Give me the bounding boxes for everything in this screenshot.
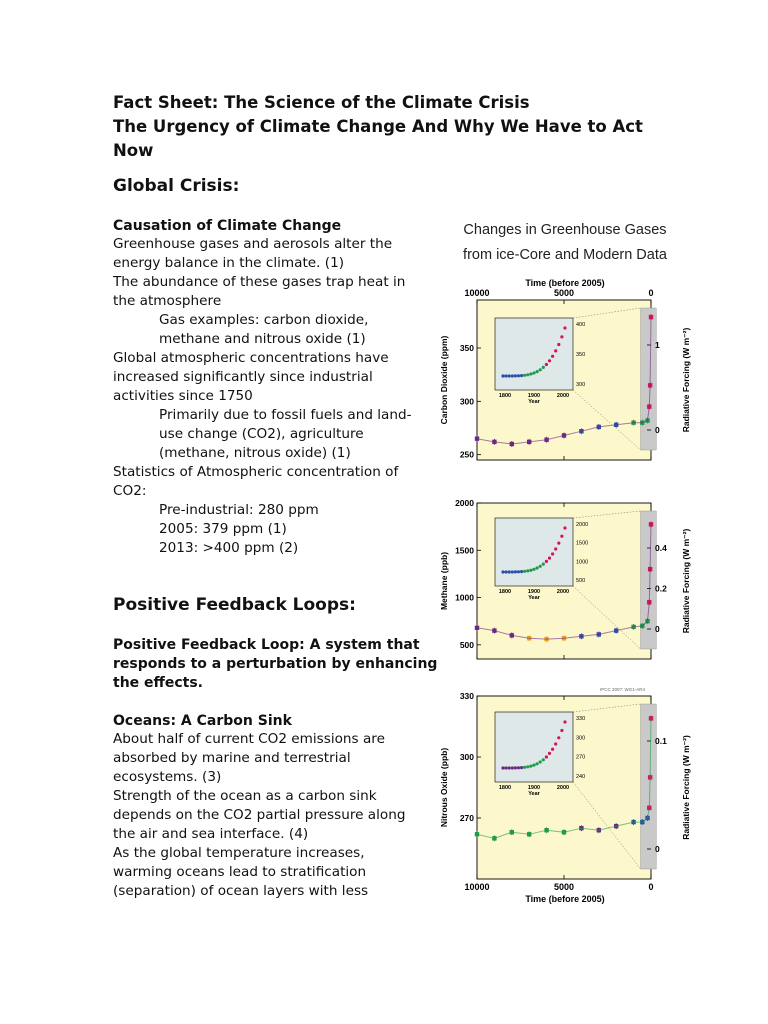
inset-data-point [551, 552, 554, 555]
body-line: The abundance of these gases trap heat in [113, 274, 406, 290]
inset-data-point [501, 374, 504, 377]
body-line: (separation) of ocean layers with less [113, 883, 369, 899]
body-line: absorbed by marine and terrestrial [113, 750, 351, 766]
body-line: ecosystems. (3) [113, 769, 222, 785]
inset-y-tick-label: 400 [576, 322, 586, 328]
y-tick-label: 270 [459, 813, 474, 823]
bottom-x-tick-label: 0 [648, 882, 654, 892]
y-tick-label: 350 [459, 343, 474, 353]
inset-data-point [542, 758, 545, 761]
top-axis-ticks [464, 288, 653, 298]
inset-x-tick-label: 1900 [527, 785, 541, 791]
inset-x-axis-label: Year [528, 595, 540, 601]
inset-data-point [508, 570, 511, 573]
y-tick-label: 330 [459, 691, 474, 701]
causation-body [113, 235, 423, 558]
body-line-indented: use change (CO2), agriculture [159, 426, 364, 442]
body-line: Statistics of Atmospheric concentration of [113, 464, 399, 480]
body-line: warming oceans lead to stratification [113, 864, 367, 880]
bottom-axis-label: Time (before 2005) [525, 894, 605, 904]
body-line: As the global temperature increases, [113, 845, 365, 861]
inset-data-point [501, 570, 504, 573]
body-line: the air and sea interface. (4) [113, 826, 309, 842]
figure-title-line-1: Changes in Greenhouse Gases [463, 222, 667, 238]
inset-data-point [545, 560, 548, 563]
definition-line: responds to a perturbation by enhancing [113, 656, 438, 672]
body-line: energy balance in the climate. (1) [113, 255, 345, 271]
document-title [113, 91, 643, 163]
inset-y-tick-label: 1500 [576, 540, 589, 547]
inset-data-point [520, 570, 523, 573]
body-line: About half of current CO2 emissions are [113, 731, 385, 747]
figure-title-line-2: from ice-Core and Modern Data [463, 247, 667, 263]
inset-data-point [548, 557, 551, 560]
inset-data-point [514, 570, 517, 573]
greenhouse-gases-figure [425, 214, 705, 914]
inset-frame [495, 518, 573, 586]
inset-x-tick-label: 1900 [527, 589, 541, 595]
inset-data-point [511, 374, 514, 377]
inset-y-tick-label: 300 [576, 382, 586, 388]
inset-data-point [511, 570, 514, 573]
inset-data-point [517, 374, 520, 377]
causation-heading: Causation of Climate Change [113, 218, 342, 234]
inset-data-point [551, 748, 554, 751]
body-line-indented: Primarily due to fossil fuels and land- [159, 407, 412, 423]
inset-data-point [508, 766, 511, 769]
inset-data-point [517, 570, 520, 573]
inset-data-point [545, 755, 548, 758]
bottom-x-tick-label: 5000 [553, 882, 575, 892]
global-crisis-heading: Global Crisis: [113, 176, 240, 196]
inset-data-point [517, 766, 520, 769]
y2-axis-label: Radiative Forcing (W m⁻²) [681, 735, 691, 840]
top-x-tick-label: 10000 [464, 288, 490, 298]
inset-data-point [548, 752, 551, 755]
inset-data-point [563, 326, 566, 329]
inset-data-point [511, 766, 514, 769]
body-line-indented: 2013: >400 ppm (2) [159, 540, 299, 556]
inset-data-point [563, 720, 566, 723]
recent-period-shading [641, 308, 657, 450]
inset-data-point [542, 563, 545, 566]
inset-y-tick-label: 350 [576, 352, 586, 358]
title-line-2: The Urgency of Climate Change And Why We Have to Act [113, 117, 643, 136]
inset-x-tick-label: 2000 [556, 589, 570, 595]
y-axis-label: Carbon Dioxide (ppm) [439, 335, 449, 425]
y-tick-label: 500 [459, 639, 474, 650]
body-line: Global atmospheric concentrations have [113, 350, 389, 366]
inset-frame [495, 712, 573, 782]
y2-tick-label: 0 [655, 624, 660, 634]
y2-tick-label: 0 [655, 425, 660, 435]
y-tick-label: 300 [459, 396, 474, 407]
chart-panels [439, 300, 691, 879]
inset-data-point [523, 766, 526, 769]
inset-x-axis-label: Year [528, 791, 540, 797]
inset-data-point [539, 760, 542, 763]
body-line-indented: methane and nitrous oxide (1) [159, 331, 366, 347]
inset-y-tick-label: 2000 [576, 522, 589, 528]
inset-x-tick-label: 1800 [498, 785, 512, 791]
inset-x-tick-label: 1800 [498, 589, 512, 595]
bottom-axis-ticks [464, 882, 653, 892]
inset-data-point [529, 372, 532, 375]
inset-data-point [545, 363, 548, 366]
feedback-definition [113, 636, 437, 693]
panel-co2 [439, 300, 691, 460]
inset-y-tick-label: 1000 [576, 559, 589, 566]
recent-period-shading [641, 704, 657, 869]
y2-tick-label: 0 [655, 844, 660, 854]
y-tick-label: 1000 [455, 592, 474, 603]
inset-data-point [542, 366, 545, 369]
oceans-heading: Oceans: A Carbon Sink [113, 713, 292, 729]
inset-data-point [532, 568, 535, 571]
body-line: activities since 1750 [113, 388, 253, 404]
body-line-indented: Gas examples: carbon dioxide, [159, 312, 369, 328]
inset-data-point [508, 374, 511, 377]
inset-data-point [554, 349, 557, 352]
inset-data-point [526, 765, 529, 768]
inset-y-tick-label: 500 [576, 578, 586, 584]
body-line-indented: 2005: 379 ppm (1) [159, 521, 287, 537]
body-line: Strength of the ocean as a carbon sink [113, 788, 377, 804]
title-line-1: Fact Sheet: The Science of the Climate Crisis [113, 93, 530, 112]
body-line: depends on the CO2 partial pressure along [113, 807, 406, 823]
inset-data-point [505, 766, 508, 769]
inset-frame [495, 318, 573, 390]
inset-data-point [529, 765, 532, 768]
inset-data-point [554, 742, 557, 745]
inset-data-point [514, 374, 517, 377]
y-axis-label: Methane (ppb) [439, 551, 449, 611]
feedback-heading: Positive Feedback Loops: [113, 595, 356, 615]
inset-data-point [536, 370, 539, 373]
inset-x-tick-label: 1800 [498, 393, 512, 399]
inset-data-point [560, 535, 563, 538]
inset-data-point [505, 374, 508, 377]
inset-x-tick-label: 1900 [527, 393, 541, 399]
body-line-indented: Pre-industrial: 280 ppm [159, 502, 319, 518]
inset-data-point [551, 355, 554, 358]
body-line-indented: (methane, nitrous oxide) (1) [159, 445, 351, 461]
inset-data-point [501, 766, 504, 769]
top-x-tick-label: 5000 [553, 288, 575, 298]
top-x-tick-label: 0 [648, 288, 654, 298]
inset-data-point [523, 570, 526, 573]
body-line: Greenhouse gases and aerosols alter the [113, 236, 393, 252]
y-axis-label: Nitrous Oxide (ppb) [439, 747, 449, 828]
inset-data-point [554, 547, 557, 550]
inset-x-tick-label: 2000 [556, 785, 570, 791]
inset-data-point [514, 766, 517, 769]
panel-nitrous-oxide [439, 691, 691, 879]
title-line-3: Now [113, 141, 154, 160]
inset-data-point [539, 565, 542, 568]
inset-data-point [526, 373, 529, 376]
inset-data-point [536, 762, 539, 765]
inset-data-point [520, 374, 523, 377]
inset-y-tick-label: 240 [576, 774, 586, 780]
inset-y-tick-label: 270 [576, 754, 586, 761]
y2-tick-label: 1 [655, 340, 660, 350]
definition-line: the effects. [113, 675, 204, 691]
inset-data-point [520, 766, 523, 769]
inset-data-point [526, 569, 529, 572]
y2-axis-label: Radiative Forcing (W m⁻²) [681, 528, 691, 634]
inset-data-point [563, 526, 566, 529]
bottom-x-tick-label: 10000 [464, 882, 490, 892]
inset-data-point [532, 764, 535, 767]
inset-data-point [536, 566, 539, 569]
figure-credit: IPCC 2007: WG1-AR4 [599, 687, 645, 692]
y-tick-label: 300 [459, 752, 474, 762]
y-tick-label: 250 [459, 449, 474, 460]
inset-y-tick-label: 330 [576, 716, 586, 722]
recent-period-shading [641, 511, 657, 649]
inset-data-point [548, 359, 551, 362]
inset-data-point [539, 368, 542, 371]
inset-data-point [505, 570, 508, 573]
y2-axis-label: Radiative Forcing (W m⁻²) [681, 327, 691, 433]
y-tick-label: 1500 [455, 545, 474, 556]
inset-data-point [560, 729, 563, 732]
body-line: increased significantly since industrial [113, 369, 373, 385]
inset-data-point [560, 335, 563, 338]
oceans-body [113, 730, 423, 901]
y2-tick-label: 0.4 [655, 543, 667, 553]
inset-data-point [557, 343, 560, 346]
inset-y-tick-label: 300 [576, 735, 586, 742]
inset-data-point [557, 542, 560, 545]
inset-data-point [529, 569, 532, 572]
inset-data-point [532, 371, 535, 374]
definition-line: Positive Feedback Loop: A system that [113, 637, 420, 653]
y2-tick-label: 0.2 [655, 583, 667, 594]
body-line: CO2: [113, 483, 147, 499]
inset-x-tick-label: 2000 [556, 393, 570, 399]
inset-x-axis-label: Year [528, 399, 540, 405]
top-axis-label: Time (before 2005) [525, 278, 605, 288]
y2-tick-label: 0.1 [655, 736, 667, 746]
panel-methane [439, 498, 691, 659]
body-line: the atmosphere [113, 293, 222, 309]
y-tick-label: 2000 [455, 498, 474, 508]
inset-data-point [523, 374, 526, 377]
inset-data-point [557, 736, 560, 739]
